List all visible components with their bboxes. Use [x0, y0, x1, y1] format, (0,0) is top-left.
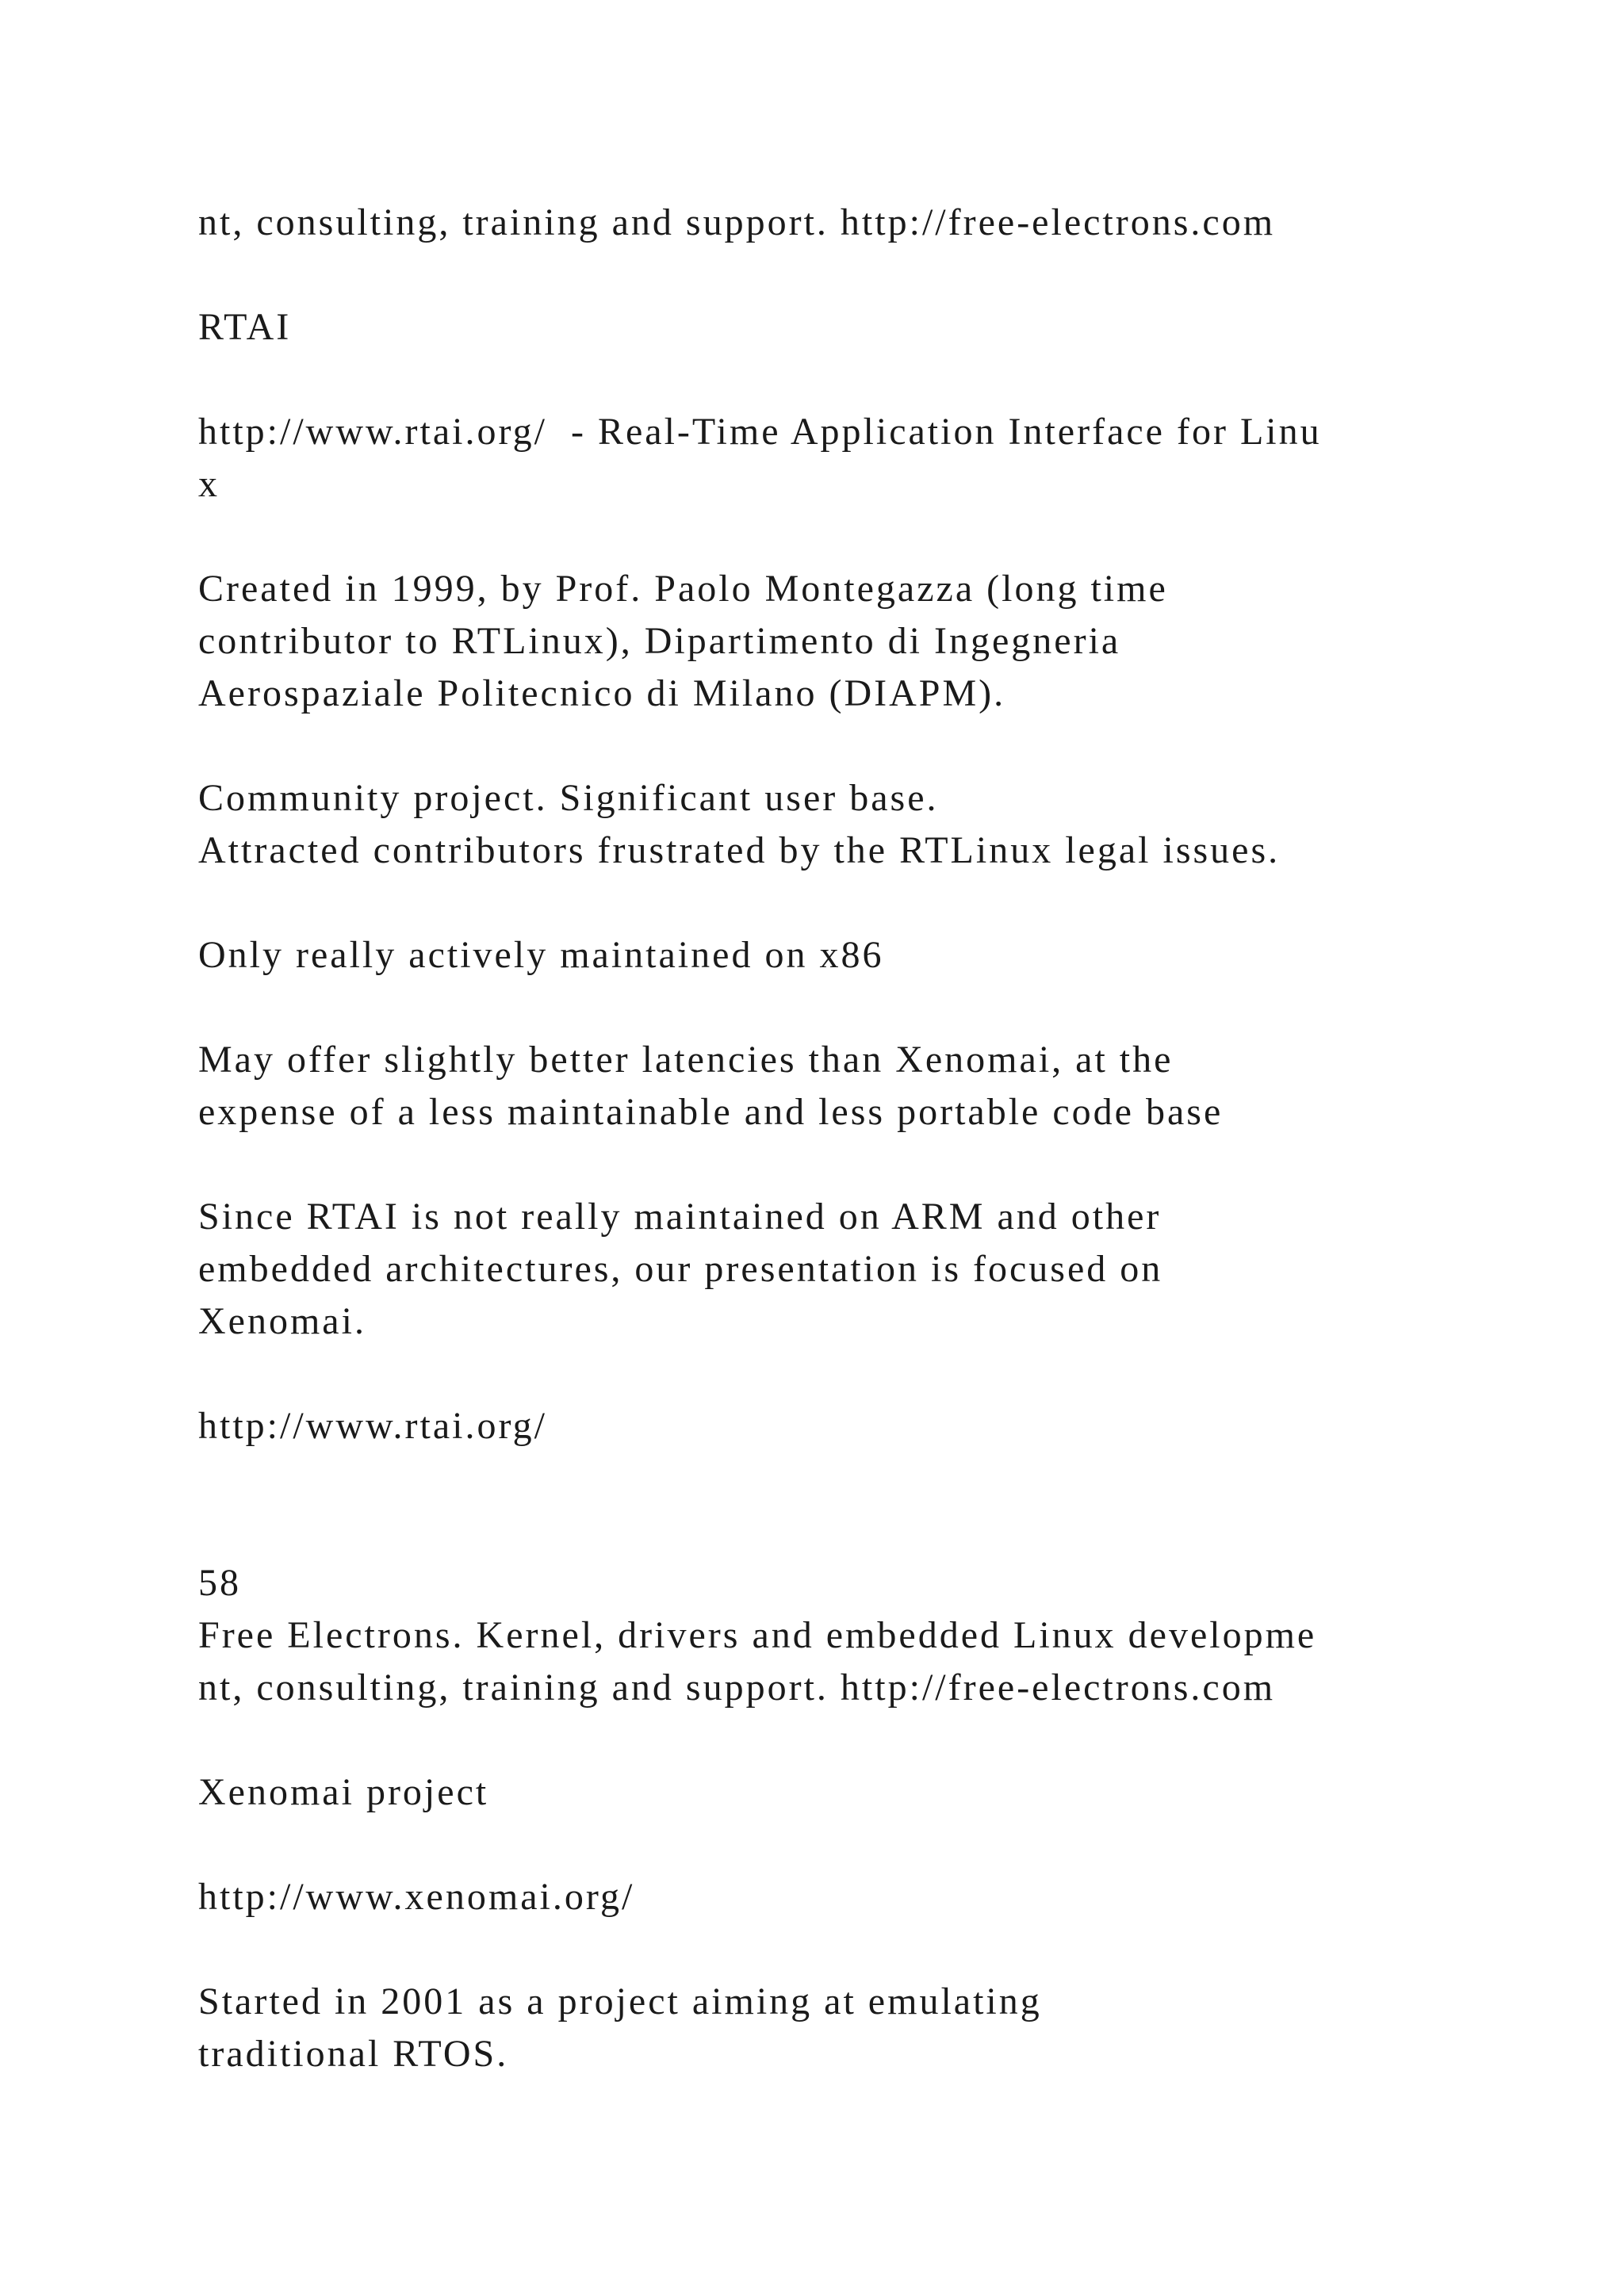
text-line: Since RTAI is not really maintained on ARM and other [198, 1196, 1162, 1238]
text-line: expense of a less maintainable and less portable code base [198, 1091, 1224, 1133]
text-line: traditional RTOS. [198, 2033, 509, 2075]
text-line: Started in 2001 as a project aiming at emulating [198, 1980, 1042, 2022]
xenomai-started-paragraph [198, 1976, 1499, 2080]
text-line: Only really actively maintained on x86 [198, 934, 884, 976]
footer-paragraph [198, 1609, 1499, 1714]
text-line: Created in 1999, by Prof. Paolo Montegazza (long time [198, 568, 1168, 610]
text-line: http://www.rtai.org/ [198, 1405, 547, 1447]
text-line: Aerospaziale Politecnico di Milano (DIAPM). [198, 672, 1006, 714]
text-line: contributor to RTLinux), Dipartimento di Ingegneria [198, 620, 1121, 662]
text-line: RTAI [198, 306, 292, 348]
document-body [198, 197, 1499, 2133]
rtai-heading [198, 301, 1499, 354]
rtai-latency-paragraph [198, 1034, 1499, 1138]
rtai-x86-paragraph [198, 929, 1499, 982]
rtai-url-link [198, 1400, 1499, 1452]
xenomai-heading [198, 1766, 1499, 1819]
text-line: x [198, 463, 220, 505]
rtai-arm-paragraph [198, 1191, 1499, 1348]
text-line: 58 [198, 1562, 241, 1604]
text-line: embedded architectures, our presentation is focused on [198, 1248, 1163, 1290]
text-line: May offer slightly better latencies than Xenomai, at the [198, 1039, 1174, 1081]
text-line: Free Electrons. Kernel, drivers and embedded Linux developme [198, 1614, 1317, 1656]
footer-tail-paragraph [198, 197, 1499, 249]
text-line: Community project. Significant user base. [198, 777, 939, 819]
text-line: http://www.xenomai.org/ [198, 1876, 635, 1918]
blank-gap [198, 1505, 1499, 1557]
text-line: nt, consulting, training and support. http://free-electrons.com [198, 1667, 1276, 1709]
page-number [198, 1557, 1499, 1609]
text-line: Xenomai. [198, 1300, 366, 1342]
rtai-community-paragraph [198, 772, 1499, 877]
xenomai-url-paragraph [198, 1871, 1499, 1923]
text-line: http://www.rtai.org/ - Real-Time Application Interface for Linu [198, 411, 1322, 453]
text-line: Attracted contributors frustrated by the RTLinux legal issues. [198, 829, 1281, 871]
text-line: nt, consulting, training and support. http://free-electrons.com [198, 201, 1276, 243]
rtai-created-paragraph [198, 563, 1499, 720]
text-line: Xenomai project [198, 1771, 489, 1813]
rtai-url-paragraph [198, 406, 1499, 511]
